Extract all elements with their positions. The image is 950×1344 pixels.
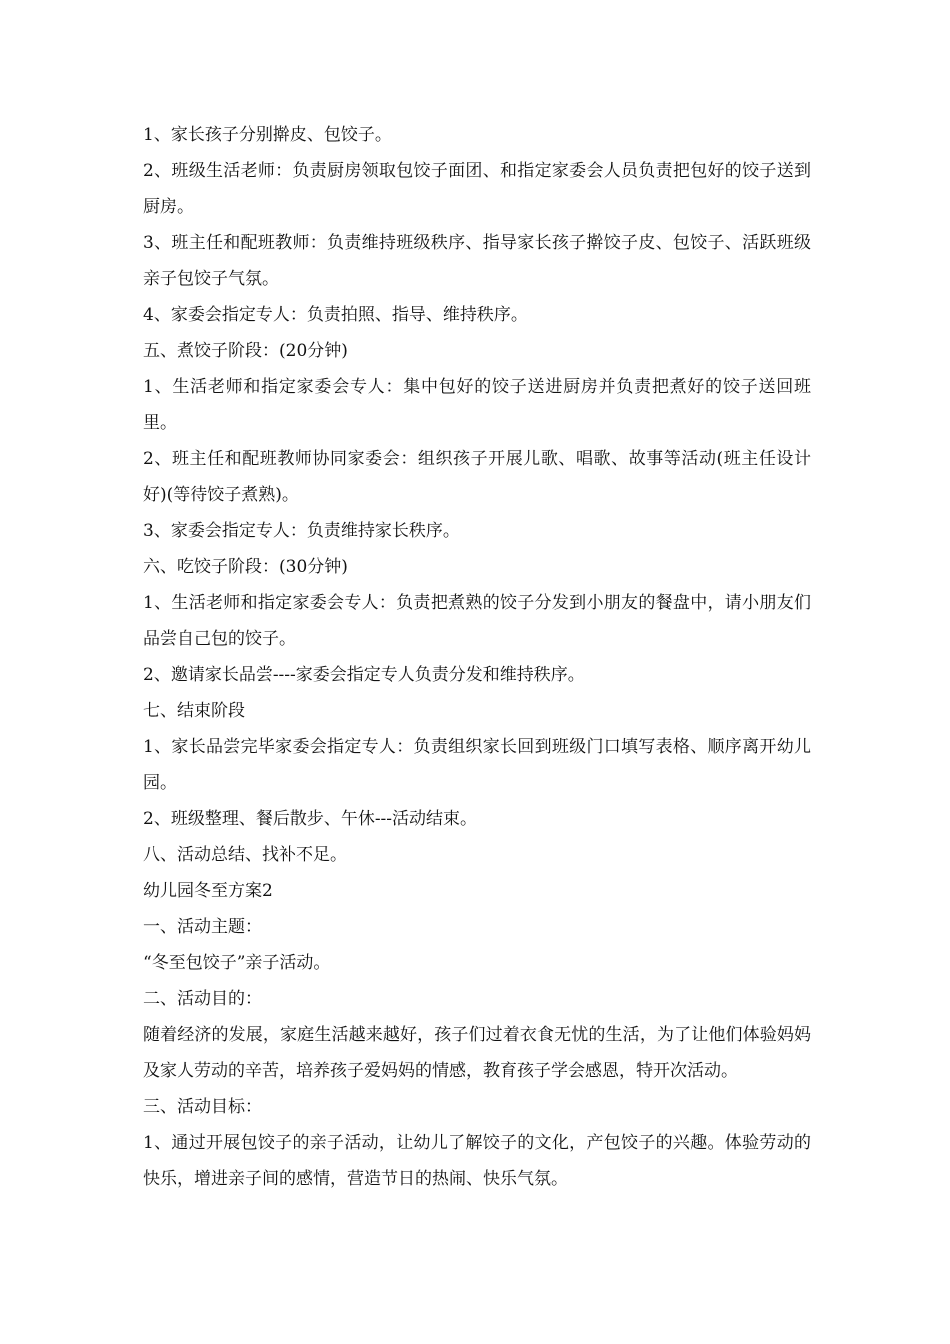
paragraph-goal-1: 1、通过开展包饺子的亲子活动，让幼儿了解饺子的文化，产包饺子的兴趣。体验劳动的快乐，增进亲子间的感情，营造节日的热闹、快乐气氛。 — [143, 1133, 811, 1189]
section-heading-7: 七、结束阶段 — [143, 701, 245, 721]
paragraph-purpose: 随着经济的发展，家庭生活越来越好，孩子们过着衣食无忧的生活，为了让他们体验妈妈及家人劳动的辛苦，培养孩子爱妈妈的情感，教育孩子学会感恩，特开次活动。 — [143, 1025, 811, 1081]
paragraph-3: 3、班主任和配班教师：负责维持班级秩序、指导家长孩子擀饺子皮、包饺子、活跃班级亲子包饺子气氛。 — [143, 233, 811, 289]
paragraph-14: 2、班级整理、餐后散步、午休---活动结束。 — [143, 809, 478, 829]
paragraph-theme: “冬至包饺子”亲子活动。 — [143, 953, 331, 973]
paragraph-1: 1、家长孩子分别擀皮、包饺子。 — [143, 125, 392, 145]
paragraph-8: 3、家委会指定专人：负责维持家长秩序。 — [143, 521, 460, 541]
document-title: 幼儿园冬至方案2 — [143, 881, 273, 901]
paragraph-4: 4、家委会指定专人：负责拍照、指导、维持秩序。 — [143, 305, 528, 325]
paragraph-6: 1、生活老师和指定家委会专人：集中包好的饺子送进厨房并负责把煮好的饺子送回班里。 — [143, 377, 811, 433]
paragraph-11: 2、邀请家长品尝----家委会指定专人负责分发和维持秩序。 — [143, 665, 585, 685]
paragraph-7: 2、班主任和配班教师协同家委会：组织孩子开展儿歌、唱歌、故事等活动(班主任设计好)(等待饺子煮熟)。 — [143, 449, 811, 505]
paragraph-10: 1、生活老师和指定家委会专人：负责把煮熟的饺子分发到小朋友的餐盘中，请小朋友们品尝自己包的饺子。 — [143, 593, 811, 649]
section-heading-goals: 三、活动目标： — [143, 1097, 262, 1117]
section-heading-5: 五、煮饺子阶段：(20分钟) — [143, 341, 348, 361]
section-heading-8: 八、活动总结、找补不足。 — [143, 845, 347, 865]
paragraph-13: 1、家长品尝完毕家委会指定专人：负责组织家长回到班级门口填写表格、顺序离开幼儿园。 — [143, 737, 811, 793]
section-heading-theme: 一、活动主题： — [143, 917, 262, 937]
section-heading-6: 六、吃饺子阶段：(30分钟) — [143, 557, 348, 577]
paragraph-2: 2、班级生活老师：负责厨房领取包饺子面团、和指定家委会人员负责把包好的饺子送到厨房。 — [143, 161, 811, 217]
document-body — [143, 117, 811, 1197]
section-heading-purpose: 二、活动目的： — [143, 989, 262, 1009]
